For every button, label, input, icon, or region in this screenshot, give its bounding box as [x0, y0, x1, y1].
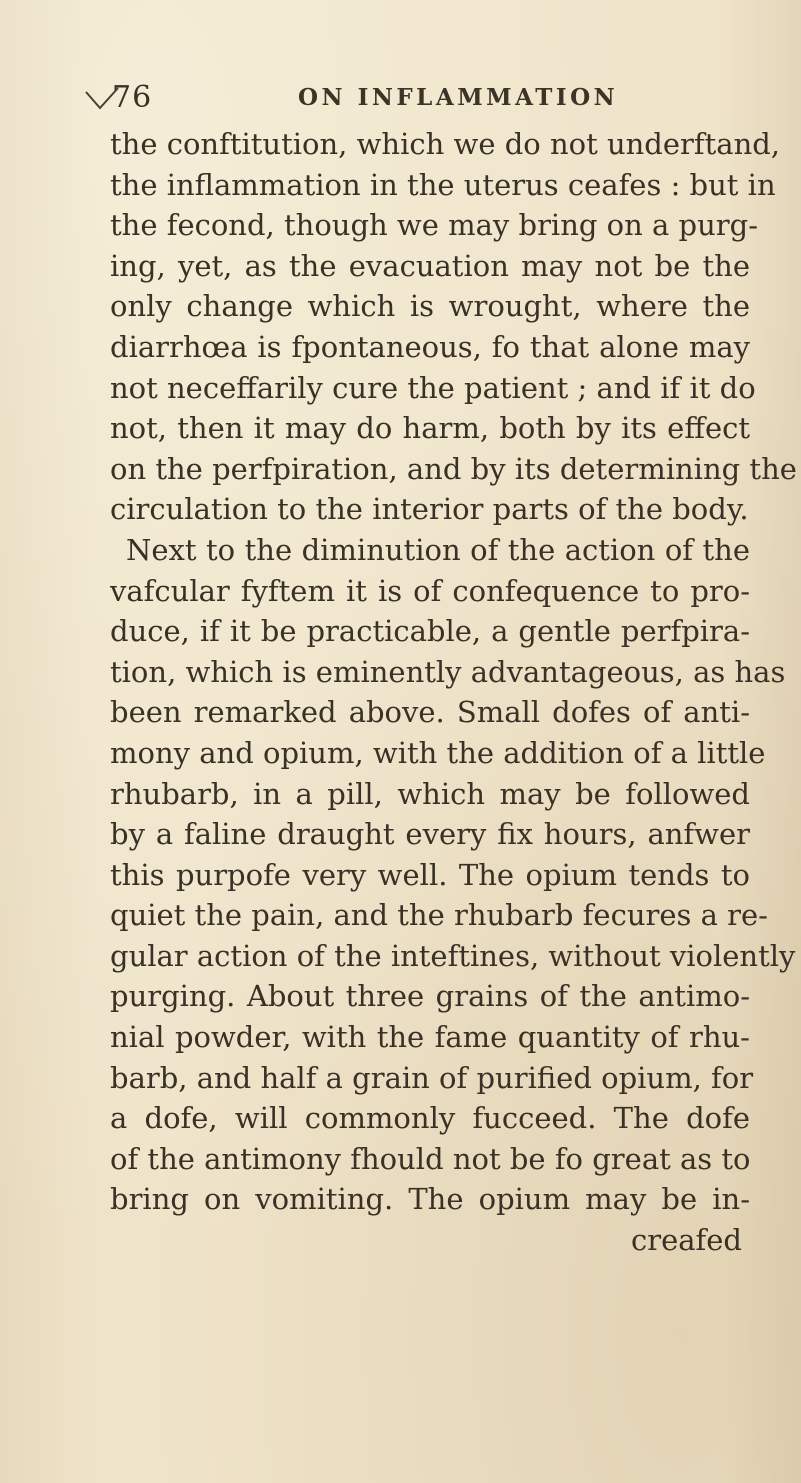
- text-line: tion, which is eminently advantageous, as has: [110, 654, 786, 689]
- body-text: [110, 124, 797, 1261]
- text-line: rhubarb, in a pill, which may be followed: [110, 776, 750, 811]
- catchword: creafed: [630, 1223, 742, 1258]
- text-line: by a faline draught every fix hours, anfwer: [110, 817, 750, 852]
- text-line: the conftitution, which we do not underftand,: [110, 127, 781, 161]
- page-header: [112, 80, 672, 120]
- running-head: ON INFLAMMATION: [298, 84, 619, 111]
- page-number: 76: [112, 80, 153, 115]
- text-line: the inflammation in the uterus ceafes : but in: [110, 167, 776, 202]
- text-line: nial powder, with the fame quantity of rhu-: [110, 1020, 750, 1055]
- text-line: purging. About three grains of the antimo-: [110, 979, 750, 1014]
- text-line: diarrhœa is fpontaneous, fo that alone may: [110, 329, 750, 364]
- text-line: not, then it may do harm, both by its effect: [110, 411, 750, 446]
- text-line: of the antimony fhould not be fo great as to: [110, 1141, 751, 1176]
- text-line: duce, if it be practicable, a gentle perfpira-: [110, 614, 750, 649]
- text-line: only change which is wrought, where the: [110, 289, 750, 324]
- text-line: mony and opium, with the addition of a little: [110, 735, 766, 770]
- text-line: gular action of the inteftines, without violently: [110, 938, 796, 973]
- text-line: not neceffarily cure the patient ; and if it do: [110, 370, 756, 405]
- text-line: this purpofe very well. The opium tends to: [110, 857, 750, 892]
- text-line: quiet the pain, and the rhubarb fecures a re-: [110, 898, 768, 933]
- text-line: Next to the diminution of the action of the: [126, 532, 750, 567]
- text-line: the fecond, though we may bring on a purg-: [110, 208, 758, 243]
- text-line: barb, and half a grain of purified opium, for: [110, 1060, 754, 1095]
- text-line: vafcular fyftem it is of confequence to pro-: [110, 573, 750, 608]
- text-line: a dofe, will commonly fucceed. The dofe: [110, 1101, 750, 1136]
- text-line: bring on vomiting. The opium may be in-: [110, 1182, 750, 1217]
- text-line: been remarked above. Small dofes of anti-: [110, 695, 750, 730]
- text-line: on the perfpiration, and by its determining the: [110, 451, 797, 486]
- text-line: ing, yet, as the evacuation may not be the: [110, 248, 750, 283]
- text-line: circulation to the interior parts of the body.: [110, 492, 749, 527]
